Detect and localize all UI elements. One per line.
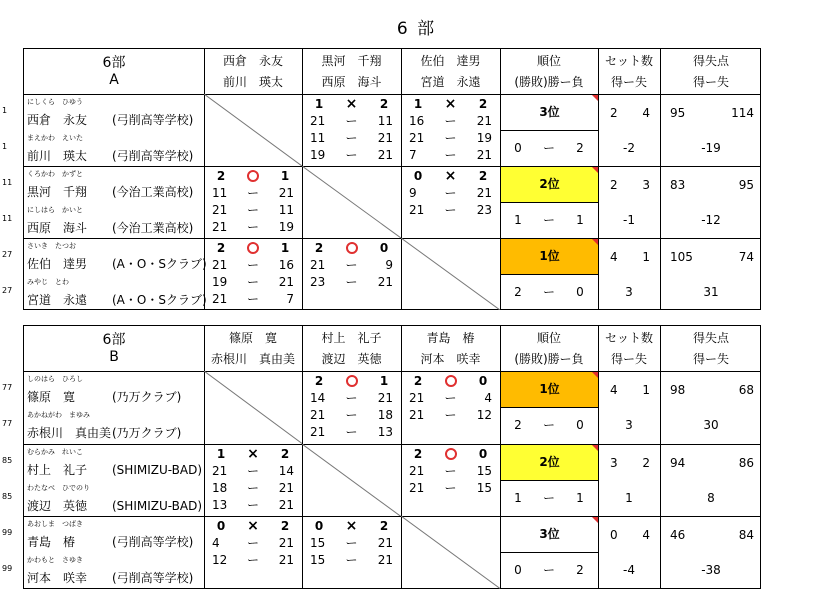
match-sets-won: 2 xyxy=(216,241,226,255)
sets-diff: 3 xyxy=(625,285,633,299)
win-loss-dash: ー xyxy=(543,213,556,227)
grid-hline xyxy=(500,130,598,131)
game-score-for: 21 xyxy=(409,463,425,478)
seed-number: 11 xyxy=(2,214,13,223)
game-score-against: 21 xyxy=(476,114,492,128)
game-dash: ー xyxy=(444,203,457,217)
wins-count: 0 xyxy=(514,563,522,578)
player-name: 篠原 寛 xyxy=(27,390,76,404)
match-sets-lost: 2 xyxy=(379,519,389,533)
player-furigana: みやじ とわ xyxy=(27,278,69,286)
wins-count: 0 xyxy=(514,141,522,155)
rank-corner-marker xyxy=(592,517,598,523)
match-sets-won: 1 xyxy=(314,97,324,111)
league-table-b xyxy=(2,325,761,589)
game-dash: ー xyxy=(444,480,457,495)
sets-header-line2: 得ー失 xyxy=(610,352,647,366)
block-name: 6部 xyxy=(102,332,126,348)
points-diff: 8 xyxy=(707,490,715,505)
grid-hline xyxy=(24,516,760,517)
seed-number: 77 xyxy=(2,419,13,429)
game-score-against: 23 xyxy=(476,203,492,217)
opponent-header-player: 村上 礼子 xyxy=(321,331,382,345)
player-furigana: さいき たつお xyxy=(27,242,76,250)
game-score-for: 14 xyxy=(310,391,326,405)
points-diff: 31 xyxy=(703,285,719,299)
player-name: 青島 椿 xyxy=(27,535,76,549)
sets-diff: -1 xyxy=(623,213,635,227)
rank-corner-marker xyxy=(592,445,598,451)
game-score-for: 21 xyxy=(310,408,326,422)
losses-count: 2 xyxy=(576,563,584,578)
game-score-for: 21 xyxy=(212,258,228,272)
points-against: 84 xyxy=(738,528,754,542)
losses-count: 1 xyxy=(576,490,584,505)
grid-hline xyxy=(500,407,598,408)
wins-count: 2 xyxy=(514,285,522,299)
match-sets-lost: 2 xyxy=(379,97,389,111)
opponent-header-player: 黒河 千翔 xyxy=(321,54,382,68)
game-score-for: 21 xyxy=(409,203,425,217)
losses-count: 0 xyxy=(576,285,584,299)
game-dash: ー xyxy=(444,131,457,145)
rank-label: 3位 xyxy=(539,105,560,119)
game-score-for: 11 xyxy=(212,186,228,200)
sets-against: 1 xyxy=(642,383,650,397)
game-dash: ー xyxy=(345,536,358,550)
win-loss-dash: ー xyxy=(543,285,556,299)
player-club: (SHIMIZU-BAD) xyxy=(112,498,203,513)
player-furigana: かわもと さゆき xyxy=(27,556,83,565)
sets-against: 4 xyxy=(642,106,650,120)
match-sets-won: 2 xyxy=(216,169,226,183)
player-name: 西倉 永友 xyxy=(27,113,88,127)
win-circle-icon xyxy=(346,375,358,387)
win-circle-icon xyxy=(445,375,457,387)
game-score-for: 15 xyxy=(310,553,326,567)
sets-header-line1: セット数 xyxy=(604,54,653,68)
game-score-against: 21 xyxy=(476,186,492,200)
game-score-against: 21 xyxy=(377,553,393,567)
match-sets-won: 1 xyxy=(413,97,423,111)
rank-label: 2位 xyxy=(501,445,598,480)
match-sets-lost: 2 xyxy=(280,446,290,461)
opponent-header-partner: 赤根川 真由美 xyxy=(210,352,295,366)
sets-against: 4 xyxy=(642,528,650,542)
game-dash: ー xyxy=(247,553,260,567)
seed-number: 1 xyxy=(2,142,8,151)
match-sets-won: 2 xyxy=(314,241,324,255)
game-dash: ー xyxy=(345,425,358,439)
seed-number: 77 xyxy=(2,383,13,392)
game-dash: ー xyxy=(247,258,260,272)
match-sets-lost: 1 xyxy=(280,169,290,183)
points-diff: -38 xyxy=(701,563,721,578)
opponent-header-player: 青島 椿 xyxy=(426,331,475,345)
losses-count: 1 xyxy=(576,213,584,227)
game-dash: ー xyxy=(247,220,260,234)
player-club: (乃万クラブ) xyxy=(112,426,182,441)
game-score-against: 21 xyxy=(278,275,294,289)
game-score-for: 21 xyxy=(409,391,425,405)
game-score-for: 21 xyxy=(212,463,228,478)
game-score-against: 4 xyxy=(484,391,492,405)
block-letter: A xyxy=(109,72,119,88)
sets-diff: -4 xyxy=(623,563,635,578)
win-circle-icon xyxy=(247,170,259,182)
opponent-header-partner: 河本 咲幸 xyxy=(420,352,481,366)
seed-number: 11 xyxy=(2,178,13,187)
game-dash: ー xyxy=(345,131,358,145)
game-score-for: 7 xyxy=(409,148,417,162)
sets-for: 3 xyxy=(610,455,618,470)
block-letter: B xyxy=(109,349,119,365)
win-loss-dash: ー xyxy=(543,141,556,155)
game-score-against: 21 xyxy=(377,536,393,550)
win-circle-icon xyxy=(247,242,259,254)
points-header-line2: 得ー失 xyxy=(692,352,729,366)
wins-count: 1 xyxy=(514,490,522,505)
player-name: 渡辺 英徳 xyxy=(27,498,88,513)
game-score-for: 21 xyxy=(212,220,228,234)
points-for: 98 xyxy=(670,383,686,397)
player-name: 宮道 永遠 xyxy=(27,293,88,307)
self-match-diagonal xyxy=(204,371,302,444)
match-sets-lost: 2 xyxy=(478,169,488,183)
opponent-header-partner: 宮道 永遠 xyxy=(420,75,481,89)
game-dash: ー xyxy=(444,148,457,162)
sets-for: 4 xyxy=(610,250,618,264)
game-score-for: 9 xyxy=(409,186,417,200)
player-furigana: にしくら ひゆう xyxy=(27,98,83,106)
game-dash: ー xyxy=(247,463,260,478)
opponent-header-player: 佐伯 達男 xyxy=(420,54,481,68)
wins-count: 1 xyxy=(514,213,522,227)
grid-hline xyxy=(24,371,760,372)
points-for: 46 xyxy=(670,528,686,542)
game-dash: ー xyxy=(345,408,358,422)
player-name: 河本 咲幸 xyxy=(27,571,88,586)
game-score-for: 21 xyxy=(409,480,425,495)
loss-cross-icon: × xyxy=(444,168,457,184)
points-diff: -12 xyxy=(701,213,721,227)
game-score-against: 11 xyxy=(377,114,393,128)
game-score-against: 12 xyxy=(476,408,492,422)
match-sets-lost: 0 xyxy=(379,241,389,255)
win-loss-dash: ー xyxy=(543,563,556,578)
game-score-against: 19 xyxy=(278,220,294,234)
game-dash: ー xyxy=(247,203,260,217)
game-score-against: 15 xyxy=(476,480,492,495)
match-sets-won: 2 xyxy=(413,374,423,388)
grid-hline xyxy=(24,94,760,95)
game-dash: ー xyxy=(247,480,260,495)
game-dash: ー xyxy=(444,186,457,200)
game-score-against: 21 xyxy=(377,148,393,162)
game-score-against: 21 xyxy=(278,497,294,512)
seed-number: 1 xyxy=(2,106,8,115)
rank-header-line2: (勝敗)勝ー負 xyxy=(514,352,584,366)
rank-header-line1: 順位 xyxy=(536,331,561,345)
match-sets-lost: 2 xyxy=(478,97,488,111)
points-diff: 30 xyxy=(703,418,719,433)
sets-header-line1: セット数 xyxy=(604,331,653,345)
game-dash: ー xyxy=(444,114,457,128)
game-score-for: 21 xyxy=(310,258,326,272)
player-furigana: あおしま つばき xyxy=(27,520,83,528)
game-score-against: 21 xyxy=(278,553,294,567)
game-score-for: 19 xyxy=(212,275,228,289)
sets-for: 4 xyxy=(610,383,618,397)
game-dash: ー xyxy=(444,391,457,405)
player-name: 西原 海斗 xyxy=(27,221,88,235)
player-furigana: むらかみ れいこ xyxy=(27,447,83,456)
points-against: 95 xyxy=(738,178,754,192)
sets-against: 1 xyxy=(642,250,650,264)
match-sets-lost: 0 xyxy=(478,446,488,461)
game-dash: ー xyxy=(247,275,260,289)
match-sets-won: 0 xyxy=(216,519,226,533)
points-against: 114 xyxy=(731,106,754,120)
game-score-for: 21 xyxy=(212,292,228,306)
self-match-diagonal xyxy=(204,94,302,166)
points-for: 94 xyxy=(670,455,686,470)
game-dash: ー xyxy=(247,186,260,200)
wins-count: 2 xyxy=(514,418,522,433)
rank-label: 1位 xyxy=(501,239,598,274)
self-match-diagonal xyxy=(401,238,500,310)
page-title: 6 部 xyxy=(396,19,437,39)
match-sets-lost: 2 xyxy=(280,519,290,533)
game-score-against: 18 xyxy=(377,408,393,422)
self-match-diagonal xyxy=(302,166,401,238)
grid-hline xyxy=(500,274,598,275)
player-furigana: にしはら かいと xyxy=(27,206,83,214)
points-against: 86 xyxy=(738,455,754,470)
points-against: 74 xyxy=(738,250,754,264)
game-dash: ー xyxy=(345,553,358,567)
game-score-against: 21 xyxy=(377,275,393,289)
points-header-line1: 得失点 xyxy=(692,54,729,68)
game-score-for: 21 xyxy=(409,408,425,422)
game-score-for: 13 xyxy=(212,497,228,512)
league-table-a xyxy=(2,48,761,310)
game-dash: ー xyxy=(345,114,358,128)
sets-diff: 1 xyxy=(625,490,633,505)
player-furigana: くろかわ かずと xyxy=(27,170,83,178)
player-club: (弓削高等学校) xyxy=(112,149,194,163)
game-score-for: 11 xyxy=(310,131,326,145)
game-score-against: 21 xyxy=(278,480,294,495)
match-sets-won: 1 xyxy=(216,446,226,461)
sets-against: 2 xyxy=(642,455,650,470)
sets-for: 0 xyxy=(610,528,618,542)
game-score-against: 14 xyxy=(278,463,294,478)
game-score-against: 9 xyxy=(385,258,393,272)
loss-cross-icon: × xyxy=(444,96,457,112)
game-dash: ー xyxy=(345,258,358,272)
player-furigana: しのはら ひろし xyxy=(27,375,83,383)
game-score-for: 21 xyxy=(310,114,326,128)
points-for: 83 xyxy=(670,178,686,192)
player-club: (A・O・Sクラブ) xyxy=(112,293,207,307)
seed-number: 85 xyxy=(2,491,13,501)
rank-header-line2: (勝敗)勝ー負 xyxy=(514,75,584,89)
opponent-header-player: 西倉 永友 xyxy=(222,54,283,68)
player-club: (乃万クラブ) xyxy=(112,390,182,404)
game-score-against: 15 xyxy=(476,463,492,478)
match-sets-won: 0 xyxy=(314,519,324,533)
player-club: (SHIMIZU-BAD) xyxy=(112,462,203,477)
self-match-diagonal xyxy=(401,516,500,589)
match-sets-won: 2 xyxy=(314,374,324,388)
sets-diff: 3 xyxy=(625,418,633,433)
game-score-for: 12 xyxy=(212,553,228,567)
grid-hline xyxy=(500,202,598,203)
player-name: 赤根川 真由美 xyxy=(27,426,112,441)
game-score-for: 4 xyxy=(212,536,220,550)
game-dash: ー xyxy=(345,148,358,162)
game-dash: ー xyxy=(247,536,260,550)
player-name: 村上 礼子 xyxy=(27,462,88,477)
game-score-against: 21 xyxy=(476,148,492,162)
losses-count: 0 xyxy=(576,418,584,433)
rank-corner-marker xyxy=(592,239,598,245)
game-score-for: 19 xyxy=(310,148,326,162)
game-score-against: 16 xyxy=(278,258,294,272)
opponent-header-partner: 渡辺 英徳 xyxy=(321,352,382,366)
game-dash: ー xyxy=(444,463,457,478)
match-sets-won: 2 xyxy=(413,446,423,461)
player-club: (弓削高等学校) xyxy=(112,571,194,586)
opponent-header-player: 篠原 寛 xyxy=(228,331,277,345)
player-club: (弓削高等学校) xyxy=(112,535,194,549)
match-sets-won: 0 xyxy=(413,169,423,183)
loss-cross-icon: × xyxy=(345,96,358,112)
loss-cross-icon: × xyxy=(247,518,259,534)
opponent-header-partner: 西原 海斗 xyxy=(321,75,382,89)
win-circle-icon xyxy=(346,242,358,254)
game-score-for: 18 xyxy=(212,480,228,495)
win-loss-dash: ー xyxy=(543,490,556,505)
game-score-for: 21 xyxy=(212,203,228,217)
opponent-header-partner: 前川 瑛太 xyxy=(222,75,283,89)
game-dash: ー xyxy=(247,497,260,512)
game-score-against: 21 xyxy=(278,536,294,550)
seed-number: 99 xyxy=(2,528,13,537)
seed-number: 27 xyxy=(2,286,13,295)
sets-for: 2 xyxy=(610,106,618,120)
rank-corner-marker xyxy=(592,167,598,173)
match-sets-lost: 1 xyxy=(379,374,389,388)
game-dash: ー xyxy=(345,275,358,289)
game-score-for: 23 xyxy=(310,275,326,289)
loss-cross-icon: × xyxy=(247,445,259,462)
rank-label: 2位 xyxy=(501,167,598,202)
game-score-for: 21 xyxy=(310,425,326,439)
sets-header-line2: 得ー失 xyxy=(610,75,647,89)
rank-corner-marker xyxy=(592,372,598,378)
seed-number: 99 xyxy=(2,564,13,574)
win-loss-dash: ー xyxy=(543,418,556,433)
game-score-against: 7 xyxy=(286,292,294,306)
player-furigana: まえかわ えいた xyxy=(27,134,83,142)
player-furigana: わたなべ ひでのり xyxy=(27,483,90,492)
game-score-for: 16 xyxy=(409,114,425,128)
game-score-against: 19 xyxy=(476,131,492,145)
block-name: 6部 xyxy=(102,55,126,71)
rank-corner-marker xyxy=(592,95,598,101)
rank-label: 3位 xyxy=(539,527,560,541)
points-diff: -19 xyxy=(701,141,721,155)
win-circle-icon xyxy=(445,448,457,460)
self-match-diagonal xyxy=(302,444,401,517)
losses-count: 2 xyxy=(576,141,584,155)
game-score-against: 21 xyxy=(278,186,294,200)
sets-against: 3 xyxy=(642,178,650,192)
game-dash: ー xyxy=(444,408,457,422)
sets-for: 2 xyxy=(610,178,618,192)
sets-diff: -2 xyxy=(623,141,635,155)
game-score-against: 11 xyxy=(278,203,294,217)
loss-cross-icon: × xyxy=(345,518,358,534)
points-against: 68 xyxy=(738,383,754,397)
game-dash: ー xyxy=(345,391,358,405)
game-score-against: 21 xyxy=(377,131,393,145)
match-sets-lost: 0 xyxy=(478,374,488,388)
player-club: (弓削高等学校) xyxy=(112,113,194,127)
points-for: 105 xyxy=(670,250,693,264)
player-name: 前川 瑛太 xyxy=(27,149,88,163)
game-dash: ー xyxy=(247,292,260,306)
grid-hline xyxy=(24,238,760,239)
player-furigana: あかねがわ まゆみ xyxy=(27,411,90,420)
rank-header-line1: 順位 xyxy=(536,54,561,68)
game-score-against: 13 xyxy=(377,425,393,439)
seed-number: 85 xyxy=(2,455,13,465)
points-header-line1: 得失点 xyxy=(692,331,729,345)
points-header-line2: 得ー失 xyxy=(692,75,729,89)
rank-label: 1位 xyxy=(501,372,598,407)
game-score-against: 21 xyxy=(377,391,393,405)
player-club: (A・O・Sクラブ) xyxy=(112,257,207,271)
player-club: (今治工業高校) xyxy=(112,221,194,235)
match-sets-lost: 1 xyxy=(280,241,290,255)
game-score-for: 15 xyxy=(310,536,326,550)
player-name: 黒河 千翔 xyxy=(27,185,88,199)
grid-hline xyxy=(500,480,598,481)
game-score-for: 21 xyxy=(409,131,425,145)
points-for: 95 xyxy=(670,106,686,120)
seed-number: 27 xyxy=(2,250,13,259)
player-club: (今治工業高校) xyxy=(112,185,194,199)
grid-hline xyxy=(500,552,598,553)
player-name: 佐伯 達男 xyxy=(27,257,88,271)
